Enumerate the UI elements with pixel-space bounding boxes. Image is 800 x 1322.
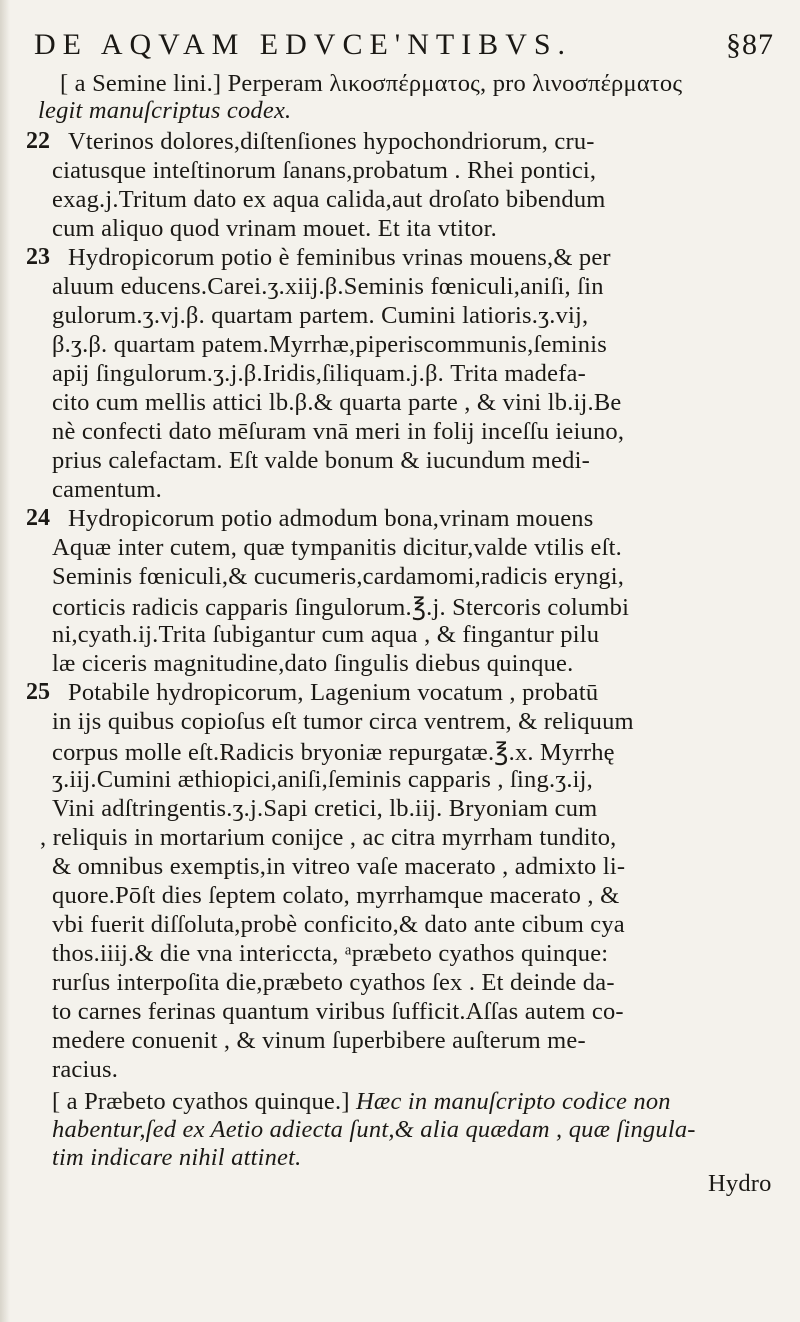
text-line: nè confecti dato mēſuram vnā meri in folij inceſſu ieiuno, bbox=[52, 418, 625, 445]
text-line: β.ʒ.β. quartam patem.Myrrhæ,piperiscommunis,ſeminis bbox=[52, 331, 607, 358]
text-line: , reliquis in mortarium conijce , ac citra myrrham tundito, bbox=[40, 824, 617, 851]
page-number: §87 bbox=[726, 28, 774, 61]
footnote-line: habentur,ſed ex Aetio adiecta ſunt,& alia quædam , quæ ſingula- bbox=[52, 1116, 696, 1143]
text-line: racius. bbox=[52, 1056, 119, 1083]
text-line: cum aliquo quod vrinam mouet. Et ita vtitor. bbox=[52, 215, 497, 242]
note-line: legit manuſcriptus codex. bbox=[38, 97, 292, 124]
note-line: [ a Semine lini.] Perperam λικοσπέρματος, pro λινοσπέρματος bbox=[60, 70, 683, 97]
text-line: Vini adſtringentis.ʒ.j.Sapi cretici, lb.iij. Bryoniam cum bbox=[52, 795, 598, 822]
text-line: quore.Pōſt dies ſeptem colato, myrrhamque macerato , & bbox=[52, 882, 620, 909]
text-line: camentum. bbox=[52, 476, 162, 503]
text-line: corticis radicis capparis ſingulorum.℥.j. Stercoris columbi bbox=[52, 594, 630, 621]
text-line: medere conuenit , & vinum ſuperbibere auſterum me- bbox=[52, 1027, 586, 1054]
text-line: Aquæ inter cutem, quæ tympanitis dicitur,valde vtilis eſt. bbox=[52, 534, 622, 561]
text-line: Potabile hydropicorum, Lagenium vocatum , probatū bbox=[68, 679, 599, 706]
text-line: læ ciceris magnitudine,dato ſingulis diebus quinque. bbox=[52, 650, 574, 677]
text-line: prius calefactam. Eſt valde bonum & iucundum medi- bbox=[52, 447, 590, 474]
text-line: vbi fuerit diſſoluta,probè conficito,& dato ante cibum cya bbox=[52, 911, 625, 938]
running-header bbox=[34, 28, 774, 62]
text-line: Hydropicorum potio è feminibus vrinas mouens,& per bbox=[68, 244, 611, 271]
catchword: Hydro bbox=[708, 1170, 772, 1197]
text-line: exag.j.Tritum dato ex aqua calida,aut droſato bibendum bbox=[52, 186, 606, 213]
text-line: aluum educens.Carei.ʒ.xiij.β.Seminis fœniculi,aniſi, ſin bbox=[52, 273, 604, 300]
footnote-lemma: [ a Præbeto cyathos quinque.] bbox=[52, 1088, 357, 1115]
section-number: 24 bbox=[26, 505, 50, 531]
text-line: ciatusque inteſtinorum ſanans,probatum . Rhei pontici, bbox=[52, 157, 597, 184]
text-line: thos.iiij.& die vna intericcta, ᵃpræbeto cyathos quinque: bbox=[52, 940, 609, 967]
section-number: 22 bbox=[26, 128, 50, 154]
text-line: apij ſingulorum.ʒ.j.β.Iridis,ſiliquam.j.β. Trita madefa- bbox=[52, 360, 586, 387]
footnote-line: tim indicare nihil attinet. bbox=[52, 1144, 302, 1171]
gutter-shadow bbox=[0, 0, 10, 1322]
text-line: corpus molle eſt.Radicis bryoniæ repurgatæ.℥.x. Myrrhę bbox=[52, 739, 615, 766]
section-number: 23 bbox=[26, 244, 50, 270]
section-number: 25 bbox=[26, 679, 50, 705]
text-line: Vterinos dolores,diſtenſiones hypochondriorum, cru- bbox=[68, 128, 595, 155]
text-line: & omnibus exemptis,in vitreo vaſe macerato , admixto li- bbox=[52, 853, 626, 880]
text-line: ni,cyath.ij.Trita ſubigantur cum aqua , & fingantur pilu bbox=[52, 621, 600, 648]
text-line: gulorum.ʒ.vj.β. quartam partem. Cumini latioris.ʒ.vij, bbox=[52, 302, 589, 329]
text-line: in ijs quibus copioſus eſt tumor circa ventrem, & reliquum bbox=[52, 708, 634, 735]
footnote-line bbox=[52, 1088, 671, 1116]
text-line: rurſus interpoſita die,præbeto cyathos ſex . Et deinde da- bbox=[52, 969, 615, 996]
footnote-text: Hæc in manuſcripto codice non bbox=[356, 1088, 671, 1115]
text-line: Seminis fœniculi,& cucumeris,cardamomi,radicis eryngi, bbox=[52, 563, 625, 590]
running-title: DE AQVAM EDVCE'NTIBVS. bbox=[34, 28, 573, 61]
text-line: ʒ.iij.Cumini æthiopici,aniſi,ſeminis capparis , ſing.ʒ.ij, bbox=[52, 766, 594, 793]
text-line: Hydropicorum potio admodum bona,vrinam mouens bbox=[68, 505, 594, 532]
text-line: cito cum mellis attici lb.β.& quarta parte , & vini lb.ij.Be bbox=[52, 389, 622, 416]
text-line: to carnes ferinas quantum viribus ſufficit.Aſſas autem co- bbox=[52, 998, 624, 1025]
